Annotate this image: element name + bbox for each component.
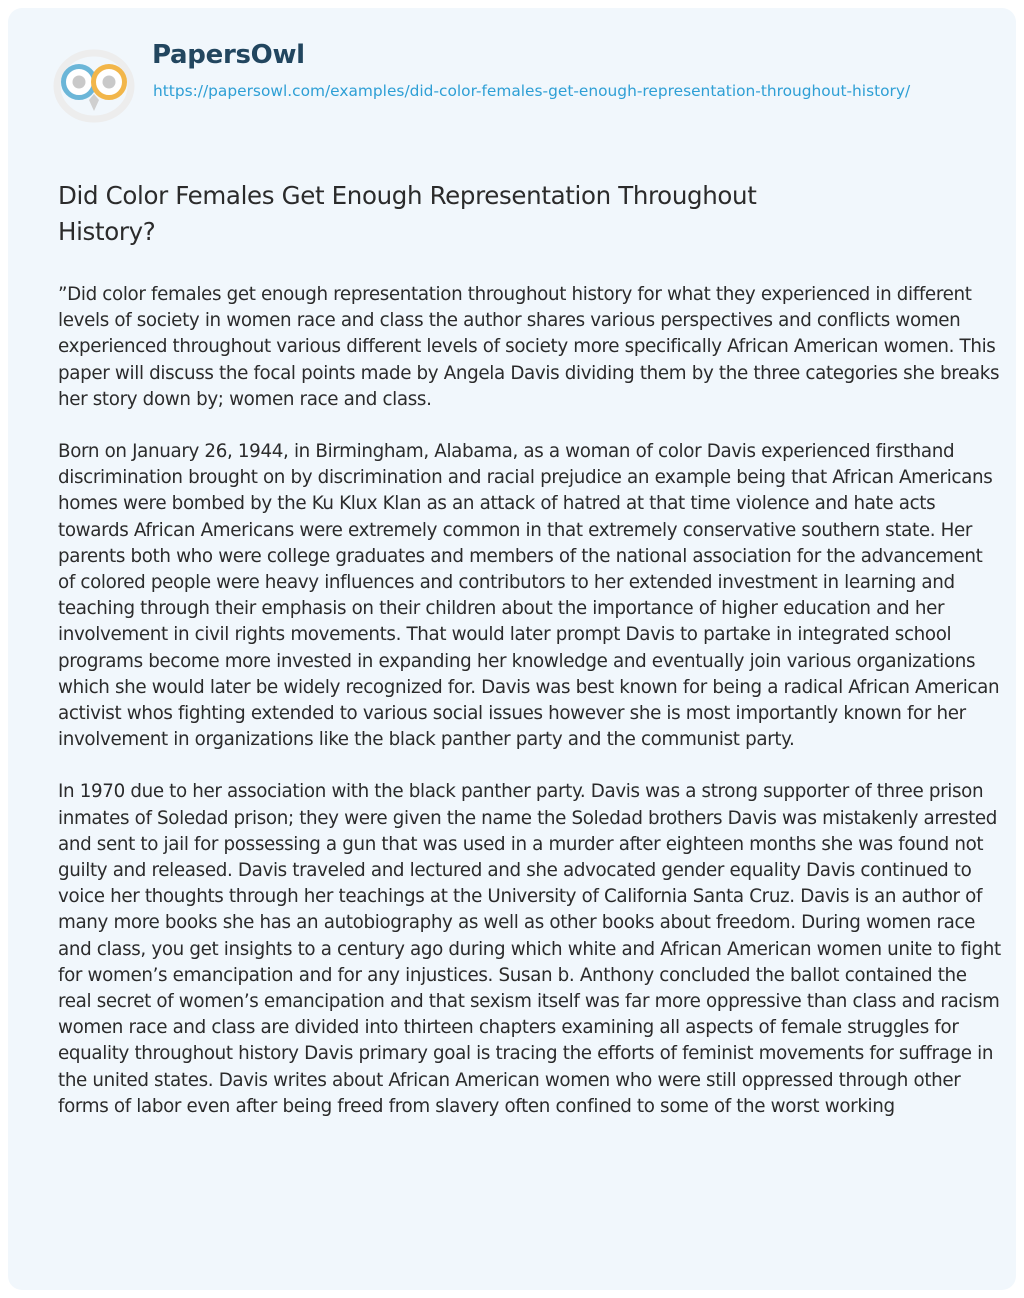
site-header [50,34,990,164]
source-url-link[interactable]: https://papersowl.com/examples/did-color-females-get-enough-representation-throughout-history/ [153,82,911,100]
essay-title: Did Color Females Get Enough Representation Throughout History? [58,181,757,246]
essay-paragraph: ”Did color females get enough representation throughout history for what they experienced in different levels of society in women race and class the author shares various perspectives and conflicts women experienced throughout various different levels of society more specifically African American women. This paper will discuss the focal points made by Angela Davis dividing them by the three categories she breaks her story down by; women race and class. [58,284,1000,410]
essay-paragraph: Born on January 26, 1944, in Birmingham, Alabama, as a woman of color Davis experienced firsthand discrimination brought on by discrimination and racial prejudice an example being that African Americans homes were bombed by the Ku Klux Klan as an attack of hatred at that time violence and hate acts towards African Americans were extremely common in that extremely conservative southern state. Her parents both who were college graduates and members of the national association for the advancement of colored people were heavy influences and contributors to her extended investment in learning and teaching through their emphasis on their children about the importance of higher education and her involvement in civil rights movements. That would later prompt Davis to partake in integrated school programs become more invested in expanding her knowledge and eventually join various organizations which she would later be widely recognized for. Davis was best known for being a radical African American activist whos fighting extended to various social issues however she is most importantly known for her involvement in organizations like the black panther party and the communist party. [58,441,1000,751]
owl-logo-icon [50,38,138,126]
brand-name: PapersOwl [152,40,305,70]
essay-paragraph: In 1970 due to her association with the black panther party. Davis was a strong supporter of three prison inmates of Soledad prison; they were given the name the Soledad brothers Davis was mistakenly arrested and sent to jail for possessing a gun that was used in a murder after eighteen months she was found not guilty and released. Davis traveled and lectured and she advocated gender equality Davis continued to voice her thoughts through her teachings at the University of California Santa Cruz. Davis is an author of many more books she has an autobiography as well as other books about freedom. During women race and class, you get insights to a century ago during which white and African American women unite to fight for women’s emancipation and for any injustices. Susan b. Anthony concluded the ballot contained the real secret of women’s emancipation and that sexism itself was far more oppressive than class and racism women race and class are divided into thirteen chapters examining all aspects of female struggles for equality throughout history Davis primary goal is tracing the efforts of feminist movements for suffrage in the united states. Davis writes about African American women who were still oppressed through other forms of labor even after being freed from slavery often confined to some of the worst working [58,781,1001,1117]
essay-body [58,282,1003,1146]
page-card [8,8,1016,1290]
